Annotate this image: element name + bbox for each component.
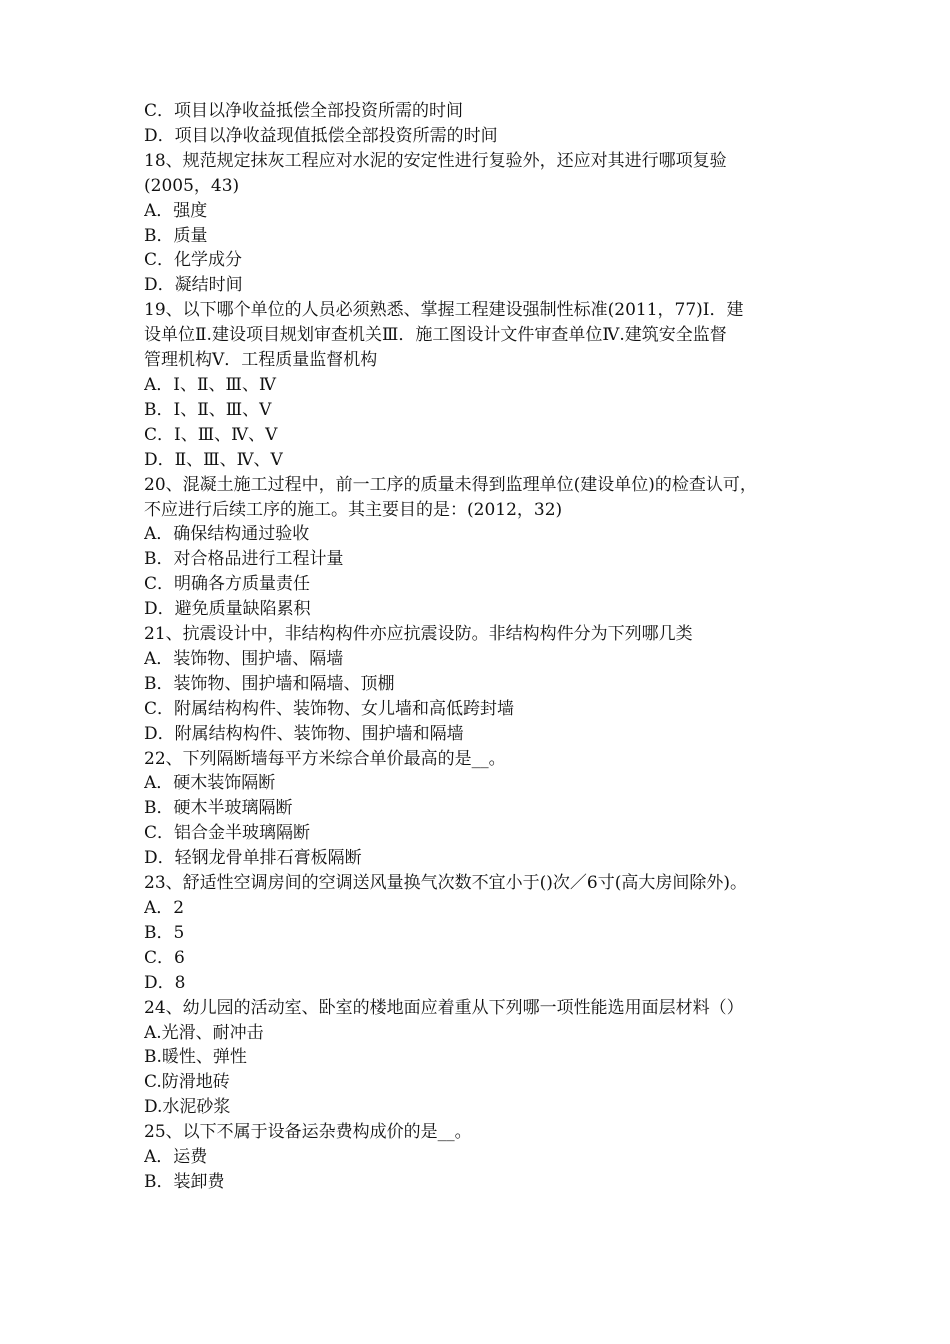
text-line: B．质量	[144, 225, 208, 246]
text-line: B．装饰物、围护墙和隔墙、顶棚	[144, 673, 395, 694]
text-line: C．明确各方质量责任	[144, 574, 311, 595]
text-line: C．6	[144, 947, 185, 968]
document-body	[144, 99, 814, 1195]
text-line: B．对合格品进行工程计量	[144, 549, 344, 570]
text-line: A．硬木装饰隔断	[144, 773, 276, 794]
text-line: 24、幼儿园的活动室、卧室的楼地面应着重从下列哪一项性能选用面层材料（）	[144, 997, 744, 1018]
text-line: 不应进行后续工序的施工。其主要目的是：(2012，32)	[144, 499, 563, 520]
text-line: C．附属结构构件、装饰物、女儿墙和高低跨封墙	[144, 698, 515, 719]
text-line: D．避免质量缺陷累积	[144, 599, 311, 620]
text-line: D．Ⅱ、Ⅲ、Ⅳ、Ⅴ	[144, 449, 283, 470]
text-line: A．确保结构通过验收	[144, 524, 310, 545]
text-line: 设单位Ⅱ.建设项目规划审查机关Ⅲ．施工图设计文件审查单位Ⅳ.建筑安全监督	[144, 325, 727, 346]
text-line: D.水泥砂浆	[144, 1097, 231, 1118]
text-line: 25、以下不属于设备运杂费构成价的是__。	[144, 1122, 472, 1143]
text-line: C．项目以净收益抵偿全部投资所需的时间	[144, 101, 464, 121]
text-line: 18、规范规定抹灰工程应对水泥的安定性进行复验外，还应对其进行哪项复验	[144, 150, 727, 171]
text-line: A．Ⅰ、Ⅱ、Ⅲ、Ⅳ	[144, 374, 276, 395]
text-line: D．项目以净收益现值抵偿全部投资所需的时间	[144, 125, 498, 146]
text-line: A.光滑、耐冲击	[144, 1022, 264, 1043]
text-line: A．强度	[144, 200, 208, 221]
text-line: C．铝合金半玻璃隔断	[144, 823, 311, 844]
text-line: A．运费	[144, 1147, 208, 1168]
text-line: B．装卸费	[144, 1171, 225, 1192]
text-line: B.暖性、弹性	[144, 1047, 247, 1068]
text-line: C．Ⅰ、Ⅲ、Ⅳ、Ⅴ	[144, 424, 278, 445]
text-line: A．2	[144, 898, 185, 918]
text-line: B．硬木半玻璃隔断	[144, 798, 293, 819]
text-line: D．8	[144, 972, 186, 993]
text-line: C．化学成分	[144, 250, 243, 271]
text-line: A．装饰物、围护墙、隔墙	[144, 648, 344, 669]
text-line: D．轻钢龙骨单排石膏板隔断	[144, 848, 362, 869]
text-line: B．5	[144, 922, 185, 943]
text-line: (2005，43)	[144, 175, 240, 196]
text-line: 21、抗震设计中，非结构构件亦应抗震设防。非结构构件分为下列哪几类	[144, 624, 693, 645]
text-line: 管理机构Ⅴ．工程质量监督机构	[144, 350, 378, 371]
text-line: 20、混凝土施工过程中，前一工序的质量未得到监理单位(建设单位)的检查认可，	[144, 474, 757, 495]
text-line: D．凝结时间	[144, 275, 243, 296]
text-line: C.防滑地砖	[144, 1072, 230, 1093]
text-line: 22、下列隔断墙每平方米综合单价最高的是__。	[144, 748, 506, 769]
text-line: 19、以下哪个单位的人员必须熟悉、掌握工程建设强制性标准(2011，77)Ⅰ．建	[144, 300, 744, 321]
text-line: B．Ⅰ、Ⅱ、Ⅲ、Ⅴ	[144, 399, 272, 420]
text-line: 23、舒适性空调房间的空调送风量换气次数不宜小于()次／6寸(高大房间除外)。	[144, 873, 747, 894]
text-line: D．附属结构构件、装饰物、围护墙和隔墙	[144, 723, 464, 744]
